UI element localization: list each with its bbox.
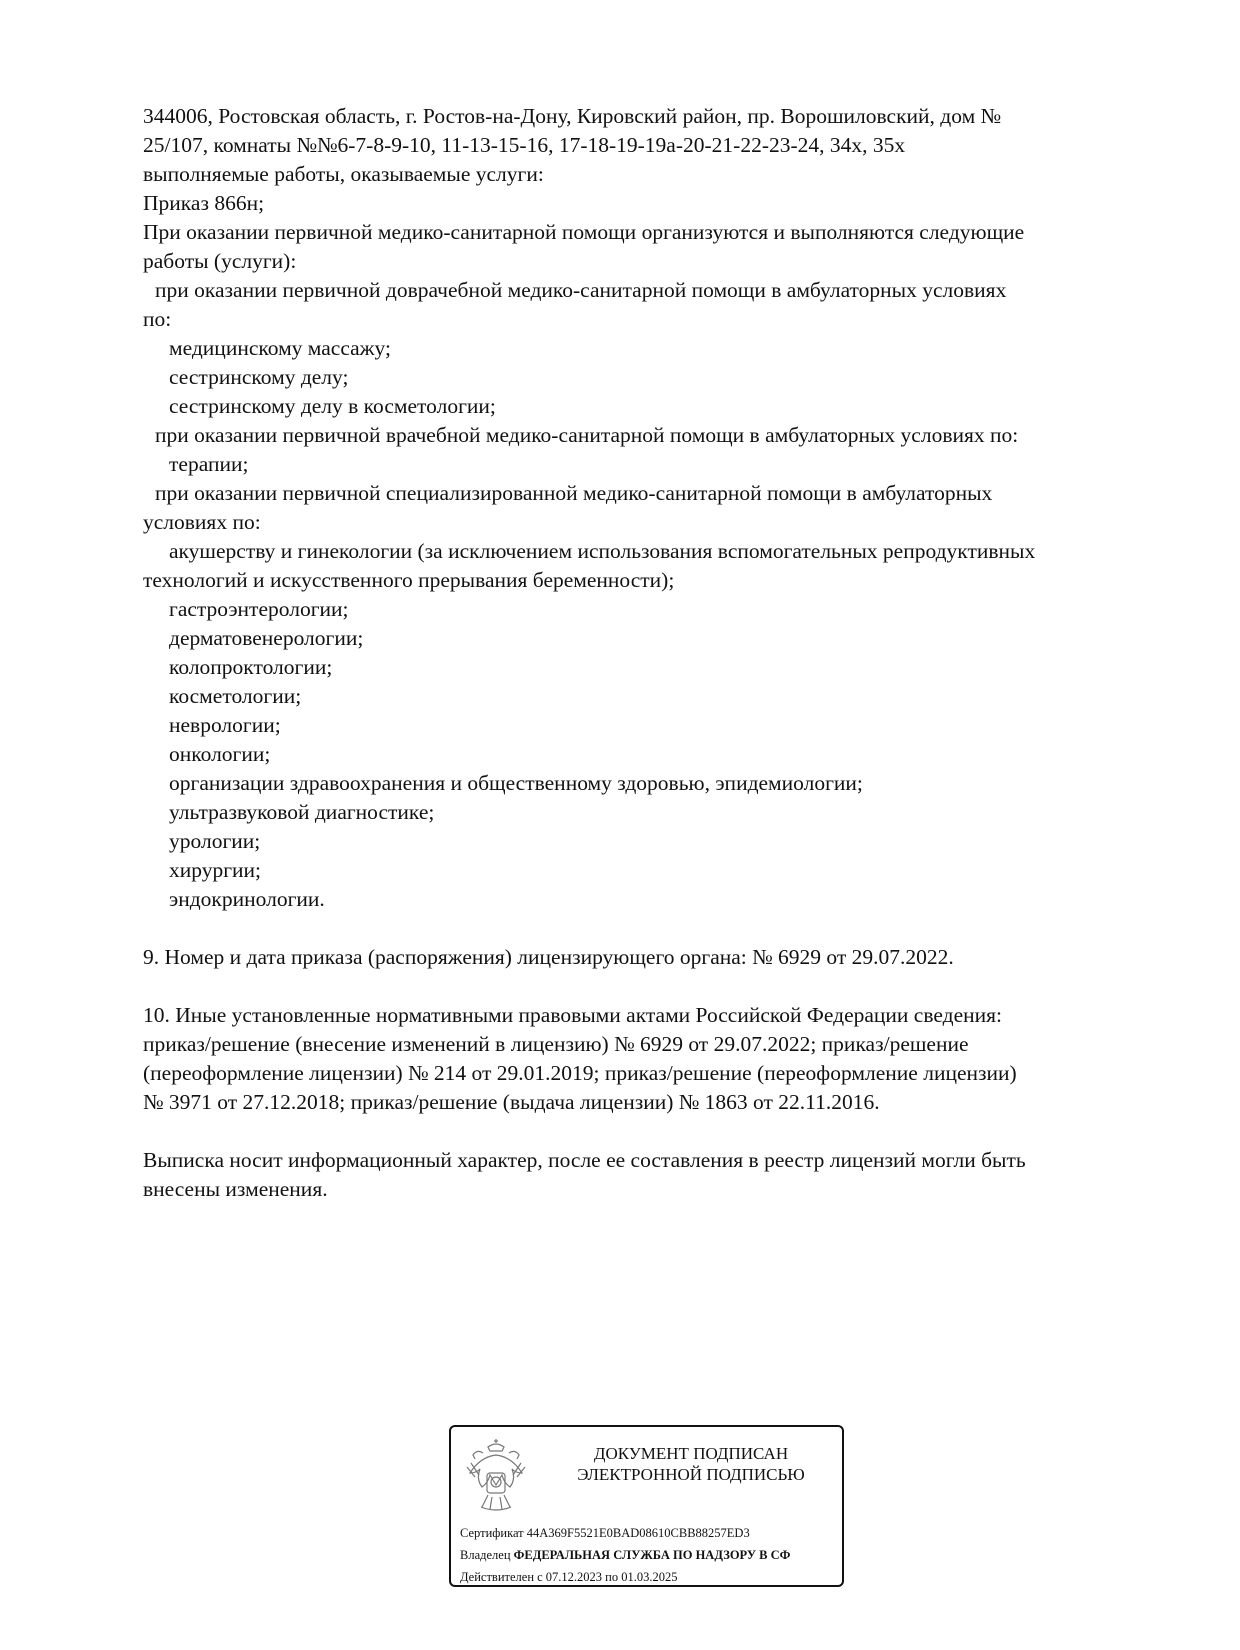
- list-item: организации здравоохранения и общественному здоровью, эпидемиологии;: [169, 771, 863, 795]
- paragraph-gap: [143, 1117, 1153, 1146]
- list-item: онкологии;: [169, 742, 271, 766]
- text-line: выполняемые работы, оказываемые услуги:: [143, 162, 544, 186]
- text-line: по:: [143, 307, 172, 331]
- stamp-heading: [546, 1443, 836, 1485]
- list-item: эндокринологии.: [169, 887, 325, 911]
- list-item: сестринскому делу в косметологии;: [169, 394, 496, 418]
- certificate-label: Сертификат: [460, 1526, 524, 1540]
- stamp-heading-line: ЭЛЕКТРОННОЙ ПОДПИСЬЮ: [577, 1465, 805, 1484]
- text-line: (переоформление лицензии) № 214 от 29.01.2019; приказ/решение (переоформление лицензии): [143, 1061, 1017, 1085]
- text-line: при оказании первичной специализированной медико-санитарной помощи в амбулаторных: [155, 481, 993, 505]
- text-line: 344006, Ростовская область, г. Ростов-на-Дону, Кировский район, пр. Ворошиловский, дом №: [143, 104, 1002, 128]
- text-line: 25/107, комнаты №№6-7-8-9-10, 11-13-15-16, 17-18-19-19а-20-21-22-23-24, 34х, 35х: [143, 133, 906, 157]
- list-item: урологии;: [169, 829, 261, 853]
- owner-value: ФЕДЕРАЛЬНАЯ СЛУЖБА ПО НАДЗОРУ В СФ: [513, 1548, 791, 1562]
- russian-coat-of-arms-icon: [461, 1437, 531, 1515]
- list-item: ультразвуковой диагностике;: [169, 800, 435, 824]
- section-9-line: 9. Номер и дата приказа (распоряжения) лицензирующего органа: № 6929 от 29.07.2022.: [143, 945, 954, 969]
- owner-label: Владелец: [460, 1548, 511, 1562]
- text-line: при оказании первичной доврачебной медико-санитарной помощи в амбулаторных условиях: [155, 278, 1007, 302]
- stamp-details: [460, 1522, 844, 1587]
- list-item: терапии;: [169, 452, 249, 476]
- paragraph-gap: [143, 914, 1153, 943]
- list-item: хирургии;: [169, 858, 262, 882]
- electronic-signature-stamp: [449, 1425, 844, 1587]
- validity-row: Действителен с 07.12.2023 по 01.03.2025: [460, 1570, 678, 1584]
- text-line: № 3971 от 27.12.2018; приказ/решение (выдача лицензии) № 1863 от 22.11.2016.: [143, 1090, 880, 1114]
- text-line: Приказ 866н;: [143, 191, 265, 215]
- list-item: медицинскому массажу;: [169, 336, 391, 360]
- list-item: акушерству и гинекологии (за исключением использования вспомогательных репродуктивных: [169, 539, 1036, 563]
- text-line: технологий и искусственного прерывания беременности);: [143, 568, 675, 592]
- owner-row: [460, 1544, 844, 1566]
- disclaimer-line: Выписка носит информационный характер, после ее составления в реестр лицензий могли быть: [143, 1148, 1026, 1172]
- text-line: приказ/решение (внесение изменений в лицензию) № 6929 от 29.07.2022; приказ/решение: [143, 1032, 969, 1056]
- section-10-line: 10. Иные установленные нормативными правовыми актами Российской Федерации сведения:: [143, 1003, 1002, 1027]
- list-item: колопроктологии;: [169, 655, 333, 679]
- list-item: сестринскому делу;: [169, 365, 349, 389]
- list-item: дерматовенерологии;: [169, 626, 364, 650]
- disclaimer-line: внесены изменения.: [143, 1177, 328, 1201]
- text-line: условиях по:: [143, 510, 261, 534]
- document-body: [143, 102, 1153, 1204]
- certificate-value: 44A369F5521E0BAD08610CBB88257ED3: [526, 1526, 750, 1540]
- list-item: косметологии;: [169, 684, 302, 708]
- list-item: неврологии;: [169, 713, 281, 737]
- text-line: работы (услуги):: [143, 249, 297, 273]
- text-line: При оказании первичной медико-санитарной помощи организуются и выполняются следующие: [143, 220, 1025, 244]
- paragraph-gap: [143, 972, 1153, 1001]
- stamp-heading-line: ДОКУМЕНТ ПОДПИСАН: [593, 1444, 789, 1463]
- certificate-row: [460, 1522, 844, 1544]
- list-item: гастроэнтерологии;: [169, 597, 349, 621]
- text-line: при оказании первичной врачебной медико-санитарной помощи в амбулаторных условиях по:: [155, 423, 1019, 447]
